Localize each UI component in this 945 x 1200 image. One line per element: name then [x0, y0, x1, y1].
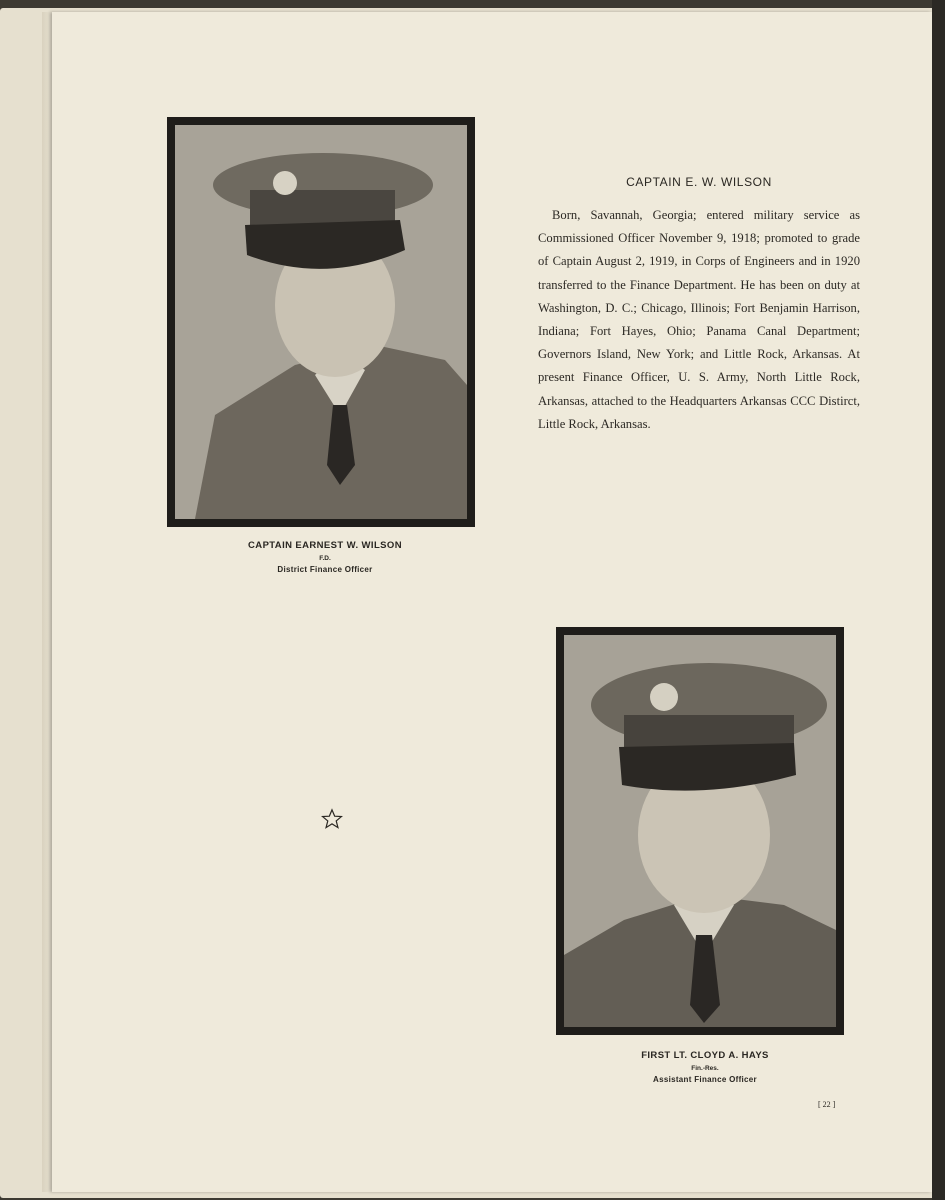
page-edge	[42, 12, 52, 1192]
wilson-caption	[200, 540, 450, 574]
portrait-photo-icon	[564, 635, 836, 1027]
wilson-portrait-frame	[167, 117, 475, 527]
hays-caption-role: Assistant Finance Officer	[653, 1075, 757, 1084]
wilson-caption-name: CAPTAIN EARNEST W. WILSON	[248, 540, 402, 551]
hays-portrait-frame	[556, 627, 844, 1035]
page-number: [ 22 ]	[818, 1100, 836, 1109]
portrait-photo-icon	[175, 125, 467, 519]
wilson-portrait-photo	[175, 125, 467, 519]
star-outline-icon	[321, 808, 343, 830]
hays-caption-name: FIRST LT. CLOYD A. HAYS	[641, 1050, 769, 1061]
bio-text: Born, Savannah, Georgia; entered military service as Commissioned Officer November 9, 1918; promoted to grade of Captain August 2, 1919, in Corps of Engineers and in 1920 transferred to the Finance Department. He has been on duty at Washington, D. C.; Chicago, Illinois; Fort Benjamin Harrison, Indiana; Fort Hayes, Ohio; Panama Canal Department; Governors Island, New York; and Little Rock, Arkansas. At present Finance Officer, U. S. Army, North Little Rock, Arkansas, attached to the Headquarters Arkansas CCC Distirct, Little Rock, Arkansas.	[538, 208, 860, 431]
wilson-caption-role: District Finance Officer	[277, 565, 373, 574]
hays-caption-branch: Fin.-Res.	[691, 1065, 719, 1072]
wilson-caption-branch: F.D.	[319, 555, 331, 562]
hays-caption	[580, 1050, 830, 1084]
binding-edge	[932, 0, 945, 1200]
hays-portrait-photo	[564, 635, 836, 1027]
bio-title: CAPTAIN E. W. WILSON	[626, 175, 772, 189]
